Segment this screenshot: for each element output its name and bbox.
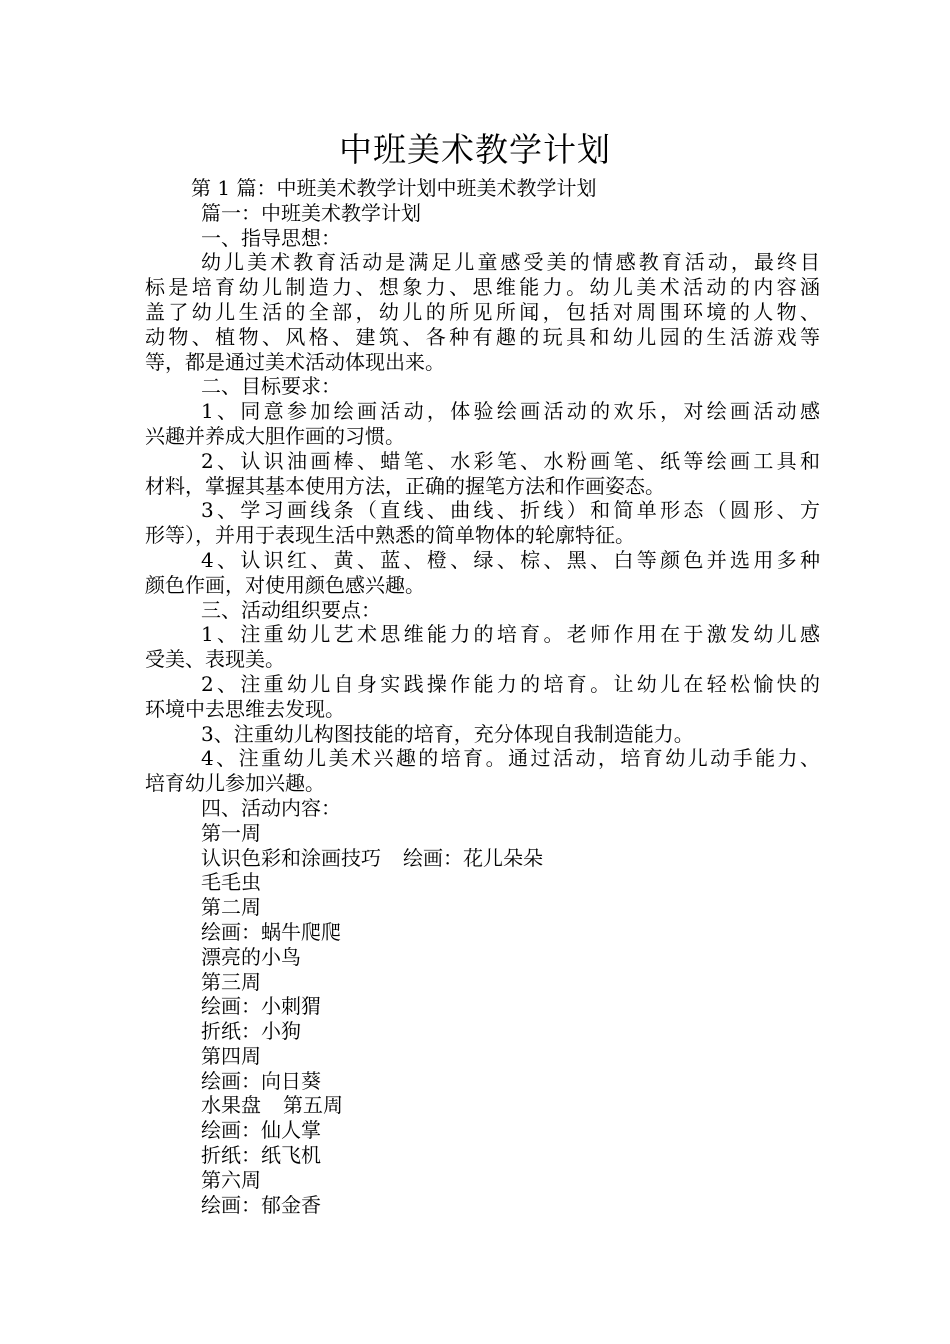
text-line [145,424,820,449]
text-line-content: 三、活动组织要点： [201,597,381,622]
text-line-content: 培育幼儿参加兴趣。 [145,771,325,796]
text-line-content: 第六周 [201,1167,261,1192]
text-line-content: 绘画：郁金香 [201,1192,321,1217]
text-line [145,846,820,871]
text-line-content: 标是培育幼儿制造力、想象力、思维能力。幼儿美术活动的内容涵 [145,275,820,300]
text-line-content: 一、指导思想： [201,225,341,250]
text-line [145,895,820,920]
text-line [145,945,820,970]
text-line [145,300,820,325]
text-line [145,250,820,275]
text-line-content: 颜色作画，对使用颜色感兴趣。 [145,572,425,597]
text-line [145,176,820,201]
text-line [145,548,820,573]
text-line-content-secondary: 绘画：花儿朵朵 [403,845,543,870]
text-line-content: 漂亮的小鸟 [201,944,301,969]
text-line-content-secondary: 第五周 [283,1093,343,1118]
text-line-content: 折纸：小狗 [201,1019,301,1044]
text-line [145,1069,820,1094]
text-line [145,399,820,424]
text-line-content: 形等），并用于表现生活中熟悉的简单物体的轮廓特征。 [145,523,635,548]
text-line-content: 认识色彩和涂画技巧 [201,845,381,870]
text-line-content: 四、活动内容： [201,795,341,820]
text-line-content: 1、注重幼儿艺术思维能力的培育。老师作用在于激发幼儿感 [201,622,820,647]
text-line-content: 第四周 [201,1043,261,1068]
text-line-content: 第 1 篇：中班美术教学计划中班美术教学计划 [191,176,597,200]
text-line [145,226,820,251]
text-line [145,1118,820,1143]
text-line-content: 篇一：中班美术教学计划 [201,200,421,225]
text-line-content: 毛毛虫 [201,870,261,895]
text-line [145,622,820,647]
text-line [145,1019,820,1044]
text-line [145,920,820,945]
text-line [145,722,820,747]
text-line [145,746,820,771]
text-line-content: 绘画：蜗牛爬爬 [201,919,341,944]
text-line-content: 动物、植物、风格、建筑、各种有趣的玩具和幼儿园的生活游戏等 [145,324,820,349]
text-line-content: 4、认识红、黄、蓝、橙、绿、棕、黑、白等颜色并选用多种 [201,547,820,572]
text-line-content: 3、学习画线条（直线、曲线、折线）和简单形态（圆形、方 [201,498,820,523]
text-line-content: 第二周 [201,895,261,920]
text-line-content: 1、同意参加绘画活动，体验绘画活动的欢乐，对绘画活动感 [201,399,820,424]
text-line [145,201,820,226]
text-line-content: 绘画：小刺猬 [201,994,321,1019]
text-line-content: 兴趣并养成大胆作画的习惯。 [145,423,405,448]
text-line [145,994,820,1019]
text-line [145,598,820,623]
text-line [145,1168,820,1193]
text-line [145,697,820,722]
text-line [145,325,820,350]
text-line-content: 折纸：纸飞机 [201,1143,321,1168]
text-line-content: 4、注重幼儿美术兴趣的培育。通过活动，培育幼儿动手能力、 [201,746,820,771]
text-line [145,771,820,796]
text-line [145,1044,820,1069]
text-line [145,573,820,598]
text-line-content: 等，都是通过美术活动体现出来。 [145,349,445,374]
text-line [145,498,820,523]
text-line [145,275,820,300]
text-line [145,449,820,474]
text-line [145,672,820,697]
text-line-content: 环境中去思维去发现。 [145,696,345,721]
text-line [145,796,820,821]
text-line-content: 绘画：仙人掌 [201,1118,321,1143]
text-line-content: 2、认识油画棒、蜡笔、水彩笔、水粉画笔、纸等绘画工具和 [201,448,820,473]
text-line-content: 第一周 [201,820,261,845]
text-line-content: 材料，掌握其基本使用方法，正确的握笔方法和作画姿态。 [145,473,665,498]
document-title: 中班美术教学计划 [339,130,611,169]
document-body [145,176,820,1217]
text-line [145,374,820,399]
text-line-content: 受美、表现美。 [145,647,285,672]
text-line [145,647,820,672]
text-line-content: 水果盘 [201,1093,261,1118]
text-line-content: 2、注重幼儿自身实践操作能力的培育。让幼儿在轻松愉快的 [201,671,820,696]
text-line-content: 盖了幼儿生活的全部，幼儿的所见所闻，包括对周围环境的人物、 [145,299,820,324]
text-line-content: 幼儿美术教育活动是满足儿童感受美的情感教育活动，最终目 [201,250,820,275]
text-line-content: 二、目标要求： [201,374,341,399]
text-line [145,1193,820,1218]
text-line [145,821,820,846]
text-line-content: 第三周 [201,969,261,994]
text-line [145,870,820,895]
text-line [145,1143,820,1168]
text-line [145,474,820,499]
text-line-content: 绘画：向日葵 [201,1068,321,1093]
text-line [145,970,820,995]
text-line-content: 3、注重幼儿构图技能的培育，充分体现自我制造能力。 [201,721,694,746]
text-line [145,1093,820,1118]
text-line [145,523,820,548]
text-line [145,350,820,375]
